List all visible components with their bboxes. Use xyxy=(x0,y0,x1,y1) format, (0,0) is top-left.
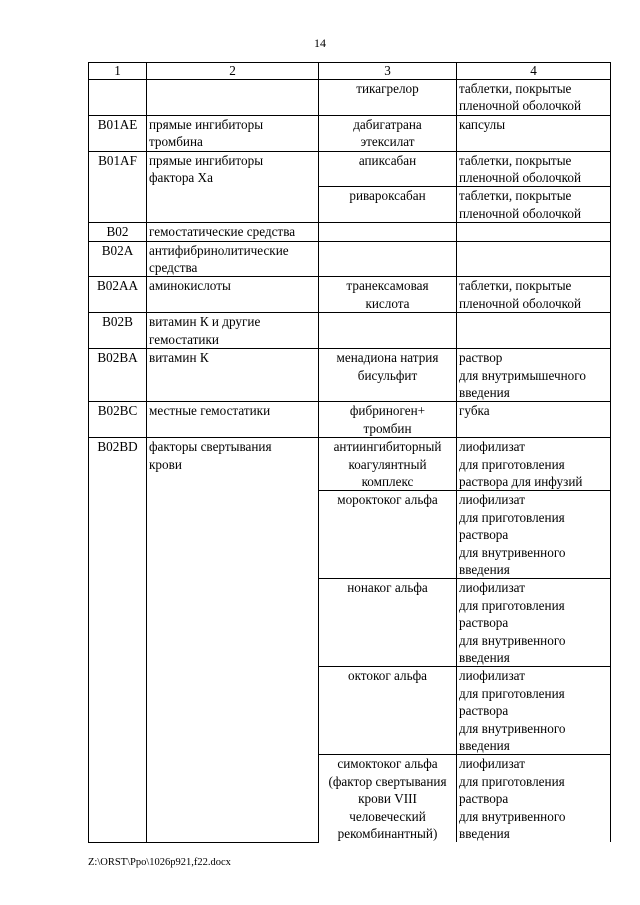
dosage-form-cell: лиофилизат для приготовления раствора для внутривенного введения xyxy=(457,579,611,667)
atc-code-cell: B01AF xyxy=(89,151,147,223)
atc-code-cell: B02A xyxy=(89,241,147,277)
dosage-form-cell: таблетки, покрытые пленочной оболочкой xyxy=(457,80,611,116)
drug-name-cell: мороктоког альфа xyxy=(319,491,457,579)
atc-code-cell: B02 xyxy=(89,223,147,241)
table-row xyxy=(89,438,611,491)
drug-table xyxy=(88,62,611,843)
atc-code-cell: B02AA xyxy=(89,277,147,313)
table-row xyxy=(89,349,611,402)
drug-group-cell: антифибринолитические средства xyxy=(147,241,319,277)
table-row xyxy=(89,277,611,313)
dosage-form-cell: капсулы xyxy=(457,115,611,151)
atc-code-cell: B02BD xyxy=(89,438,147,843)
drug-name-cell xyxy=(319,241,457,277)
drug-group-cell: гемостатические средства xyxy=(147,223,319,241)
dosage-form-cell: таблетки, покрытые пленочной оболочкой xyxy=(457,151,611,187)
drug-name-cell: тикагрелор xyxy=(319,80,457,116)
column-header: 4 xyxy=(457,63,611,80)
atc-code-cell: B02BC xyxy=(89,402,147,438)
dosage-form-cell: таблетки, покрытые пленочной оболочкой xyxy=(457,187,611,223)
drug-group-cell: витамин К и другие гемостатики xyxy=(147,313,319,349)
table-body xyxy=(89,80,611,843)
dosage-form-cell xyxy=(457,241,611,277)
drug-name-cell xyxy=(319,313,457,349)
table-row xyxy=(89,313,611,349)
table-row xyxy=(89,402,611,438)
dosage-form-cell: лиофилизат для приготовления раствора для внутривенного введения xyxy=(457,667,611,755)
drug-group-cell: аминокислоты xyxy=(147,277,319,313)
drug-name-cell: транексамовая кислота xyxy=(319,277,457,313)
drug-name-cell: апиксабан xyxy=(319,151,457,187)
page-number: 14 xyxy=(314,36,326,50)
dosage-form-cell: лиофилизат для приготовления раствора для внутривенного введения xyxy=(457,491,611,579)
drug-name-cell: менадиона натрия бисульфит xyxy=(319,349,457,402)
atc-code-cell: B02B xyxy=(89,313,147,349)
table-row xyxy=(89,115,611,151)
table-row xyxy=(89,151,611,187)
table-row xyxy=(89,223,611,241)
drug-group-cell: прямые ингибиторы фактора Ха xyxy=(147,151,319,223)
drug-name-cell: антиингибиторный коагулянтный комплекс xyxy=(319,438,457,491)
table-header-row xyxy=(89,63,611,80)
column-header: 2 xyxy=(147,63,319,80)
table-row xyxy=(89,241,611,277)
atc-code-cell xyxy=(89,80,147,116)
dosage-form-cell xyxy=(457,313,611,349)
dosage-form-cell: таблетки, покрытые пленочной оболочкой xyxy=(457,277,611,313)
dosage-form-cell: губка xyxy=(457,402,611,438)
atc-code-cell: B02BA xyxy=(89,349,147,402)
dosage-form-cell xyxy=(457,223,611,241)
footer-file-path: Z:\ORST\Ppo\1026p921,f22.docx xyxy=(88,857,231,868)
drug-name-cell: ривароксабан xyxy=(319,187,457,223)
column-header: 1 xyxy=(89,63,147,80)
drug-name-cell: фибриноген+ тромбин xyxy=(319,402,457,438)
drug-name-cell: дабигатрана этексилат xyxy=(319,115,457,151)
dosage-form-cell: лиофилизат для приготовления раствора для внутривенного введения xyxy=(457,755,611,843)
drug-name-cell: симоктоког альфа (фактор свертывания крови VIII человеческий рекомбинантный) xyxy=(319,755,457,843)
dosage-form-cell: раствор для внутримышечного введения xyxy=(457,349,611,402)
drug-group-cell: витамин К xyxy=(147,349,319,402)
dosage-form-cell: лиофилизат для приготовления раствора для инфузий xyxy=(457,438,611,491)
drug-group-cell: прямые ингибиторы тромбина xyxy=(147,115,319,151)
column-header: 3 xyxy=(319,63,457,80)
drug-name-cell: нонаког альфа xyxy=(319,579,457,667)
drug-group-cell: факторы свертывания крови xyxy=(147,438,319,843)
atc-code-cell: B01AE xyxy=(89,115,147,151)
drug-name-cell: октоког альфа xyxy=(319,667,457,755)
drug-group-cell xyxy=(147,80,319,116)
drug-name-cell xyxy=(319,223,457,241)
table-row xyxy=(89,80,611,116)
drug-group-cell: местные гемостатики xyxy=(147,402,319,438)
